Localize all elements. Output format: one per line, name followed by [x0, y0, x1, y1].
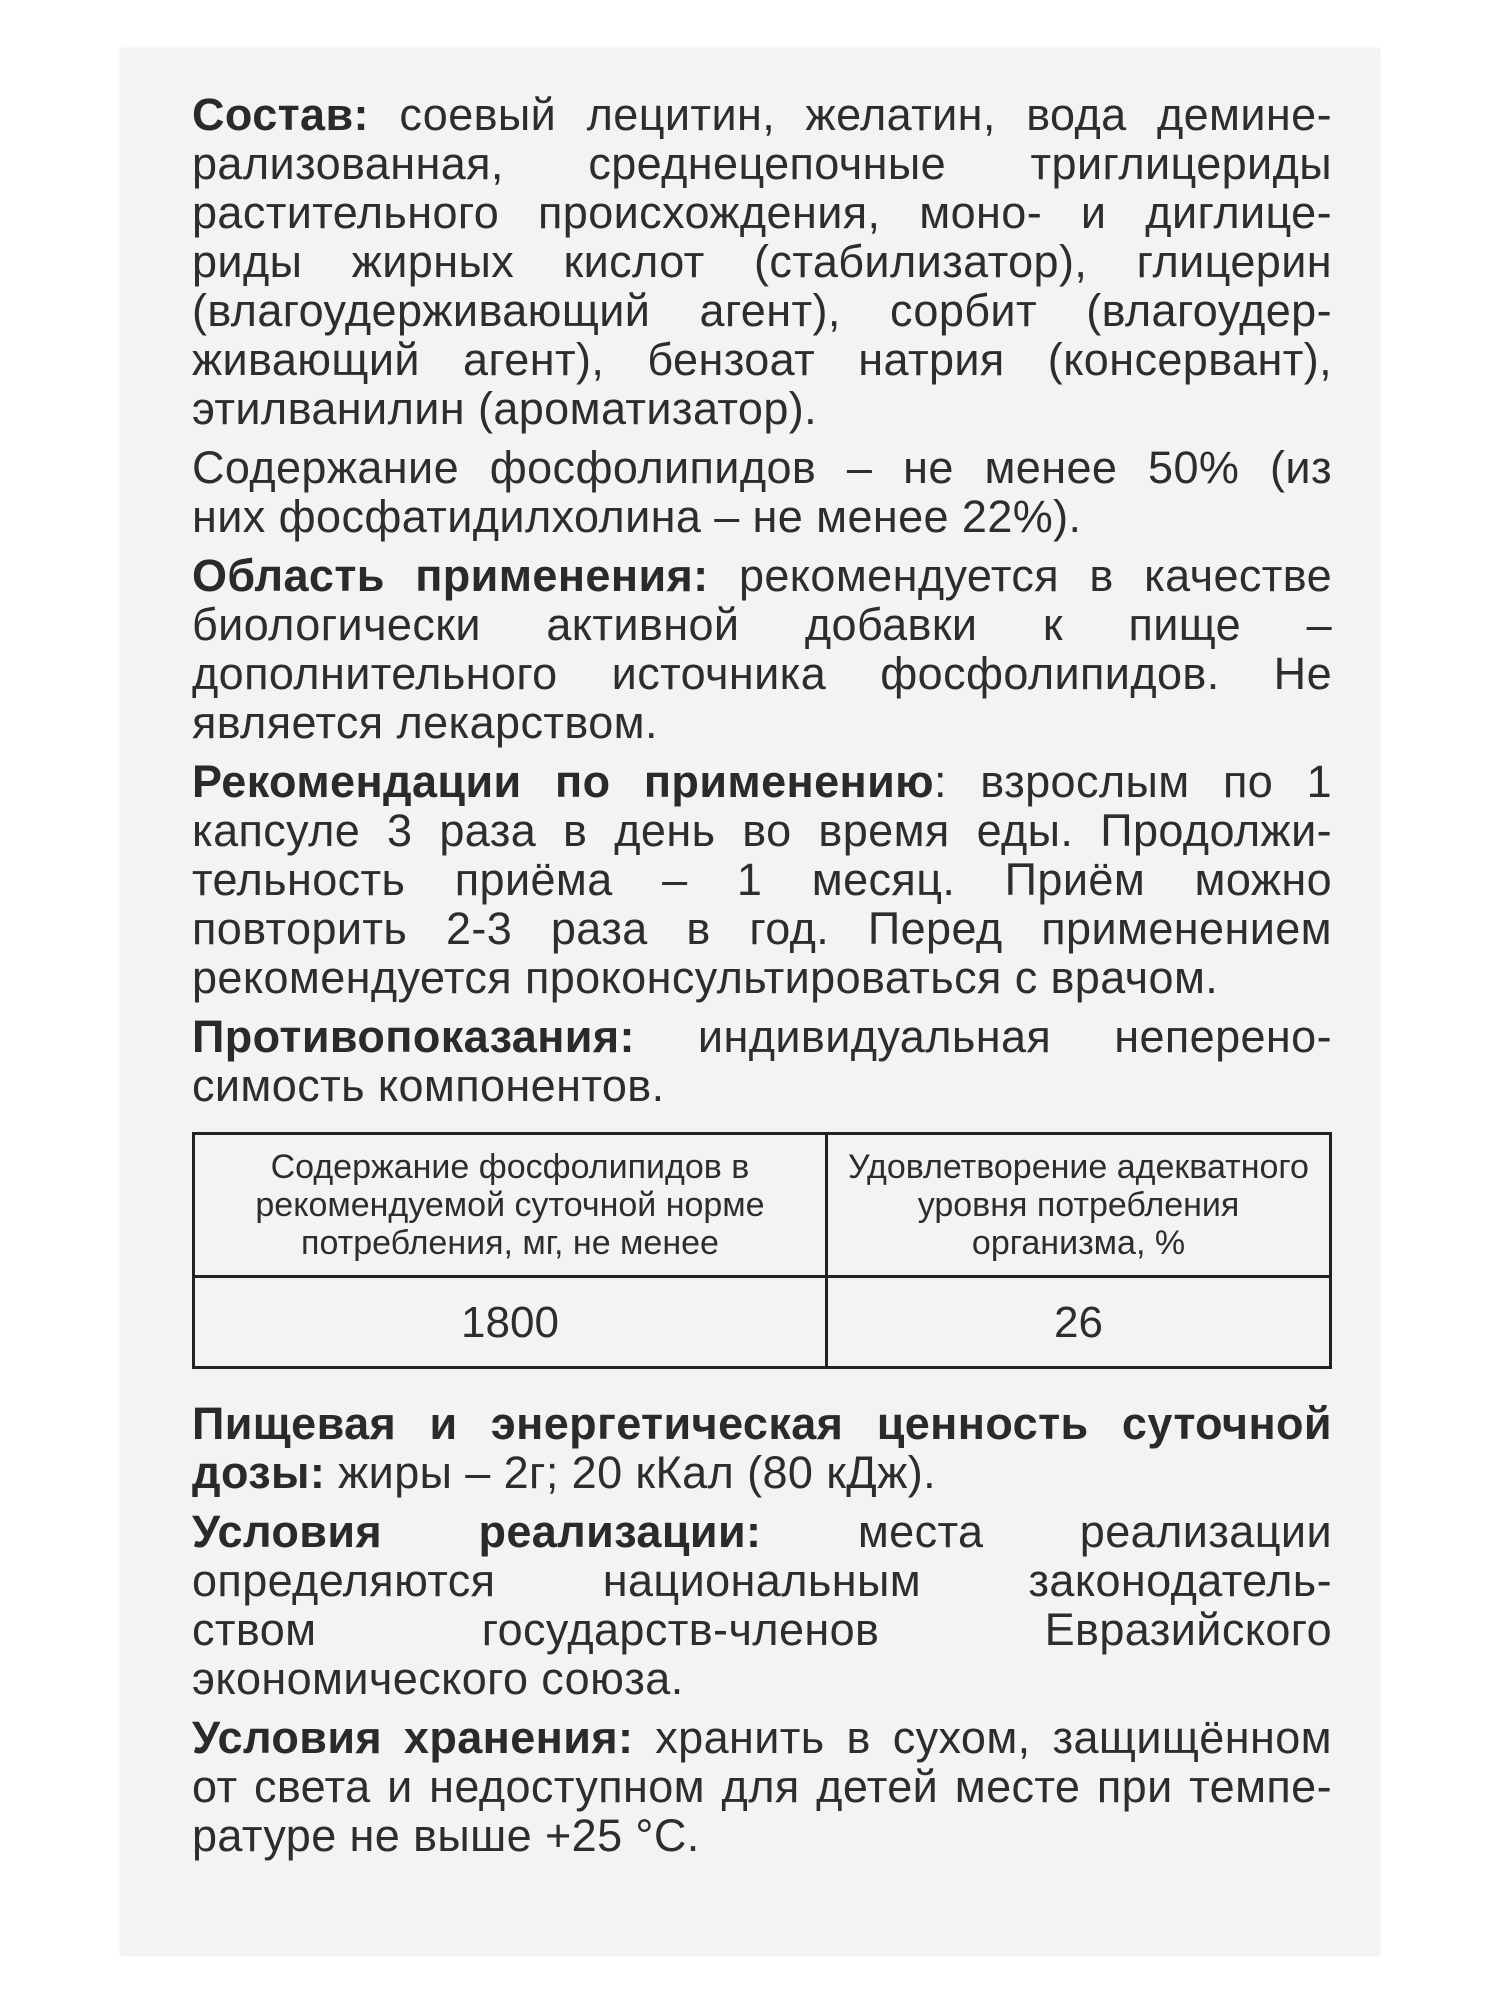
nutrition-line-2 [192, 1448, 1332, 1497]
storage-line-2: от света и недоступном для детей месте при темпе- [192, 1761, 1332, 1812]
sale-line-2: определяются национальным законодатель- [192, 1555, 1332, 1606]
scope-section [192, 551, 1332, 747]
scope-line-4: является лекарством. [192, 697, 658, 748]
recommendations-section [192, 757, 1332, 1002]
composition-line-4: риды жирных кислот (стабилизатор), глицерин [192, 236, 1332, 287]
composition-line-6: живающий агент), бензоат натрия (консервант), [192, 334, 1332, 385]
contraindications-line-1 [192, 1012, 1332, 1061]
scope-label: Область применения: [192, 550, 709, 601]
nutrition-value: жиры – 2г; 20 кКал (80 кДж). [325, 1447, 936, 1498]
label-text [192, 90, 1332, 1870]
scope-text: рекомендуется в качестве [708, 550, 1333, 601]
sale-label: Условия реализации: [192, 1506, 762, 1557]
storage-line-3: ратуре не выше +25 °С. [192, 1810, 700, 1861]
composition-line-3: растительного происхождения, моно- и диглице- [192, 187, 1332, 238]
table-header-row [194, 1134, 1331, 1277]
phospholipids-line-2: них фосфатидилхолина – не менее 22%). [192, 491, 1082, 542]
label-sheet [120, 48, 1380, 1956]
nutrition-section [192, 1399, 1332, 1497]
scope-line-1 [192, 551, 1332, 600]
table-row [194, 1277, 1331, 1368]
recommendations-line-4: повторить 2-3 раза в год. Перед применением [192, 903, 1332, 954]
composition-line-1 [192, 90, 1332, 139]
storage-label: Условия хранения: [192, 1712, 634, 1763]
table-cell-percent-value: 26 [827, 1277, 1331, 1368]
phospholipid-table [192, 1132, 1332, 1369]
nutrition-line-1 [192, 1399, 1332, 1448]
nutrition-label-cont: дозы: [192, 1447, 326, 1498]
composition-section [192, 90, 1332, 433]
composition-text: соевый лецитин, желатин, вода демине- [368, 89, 1332, 140]
sale-line-1 [192, 1507, 1332, 1556]
sale-line-4: экономического союза. [192, 1653, 684, 1704]
phospholipids-line-1: Содержание фосфолипидов – не менее 50% (из [192, 442, 1332, 493]
scope-line-3: дополнительного источника фосфолипидов. Не [192, 648, 1332, 699]
scope-line-2: биологически активной добавки к пище – [192, 599, 1332, 650]
sale-line-3: ством государств-членов Евразийского [192, 1604, 1332, 1655]
sale-text: места реализации [761, 1506, 1332, 1557]
composition-line-5: (влагоудерживающий агент), сорбит (влагоудер- [192, 285, 1332, 336]
phospholipids-section [192, 443, 1332, 541]
recommendations-text: : взрослым по 1 [934, 756, 1333, 807]
sale-section [192, 1507, 1332, 1703]
nutrition-label: Пищевая и энергетическая ценность суточной [192, 1398, 1332, 1449]
composition-line-7: этилванилин (ароматизатор). [192, 383, 818, 434]
composition-line-2: рализованная, среднецепочные триглицериды [192, 138, 1332, 189]
storage-text: хранить в сухом, защищённом [633, 1712, 1332, 1763]
table-header-adequate-level: Удовлетворение адекватного уровня потребления организма, % [827, 1134, 1331, 1277]
recommendations-line-3: тельность приёма – 1 месяц. Приём можно [192, 854, 1332, 905]
recommendations-line-5: рекомендуется проконсультироваться с врачом. [192, 952, 1219, 1003]
contraindications-text: индивидуальная неперено- [634, 1011, 1332, 1062]
storage-line-1 [192, 1713, 1332, 1762]
recommendations-line-2: капсуле 3 раза в день во время еды. Продолжи- [192, 805, 1332, 856]
contraindications-section [192, 1012, 1332, 1110]
table-header-phospholipid-content: Содержание фосфолипидов в рекомендуемой суточной норме потребления, мг, не менее [194, 1134, 827, 1277]
contraindications-label: Противопоказания: [192, 1011, 635, 1062]
storage-section [192, 1713, 1332, 1860]
recommendations-line-1 [192, 757, 1332, 806]
composition-label: Состав: [192, 89, 369, 140]
contraindications-line-2: симость компонентов. [192, 1060, 665, 1111]
table-cell-phospholipid-value: 1800 [194, 1277, 827, 1368]
recommendations-label: Рекомендации по применению [192, 756, 934, 807]
